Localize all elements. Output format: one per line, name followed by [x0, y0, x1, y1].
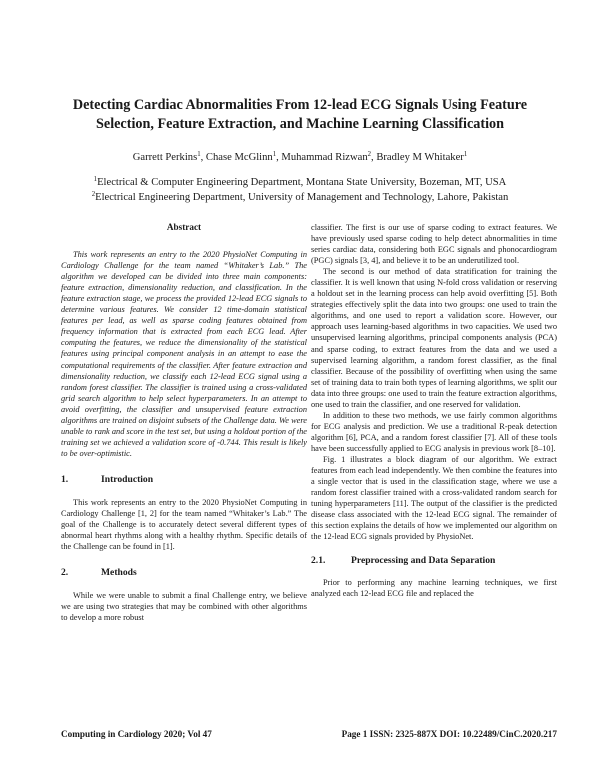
affiliation-text: Electrical Engineering Department, University of Management and Technology, Lahore, Pakistan [95, 191, 509, 203]
methods-paragraph-2: The second is our method of data stratification for training the classifier. It is well known that using N-fold cross validation or reserving a holdout set in the learning process can help avoid overfitting [5]. Both strategies effectively split the data into two groups: one used to train the algorithms, and one used to report a validation score. However, our approach uses learning-based algorithms in two capacities. We used two unsupervised learning algorithms, principal components analysis (PCA) and sparse coding, to extract features from the data and we used a supervised learning algorithm, a random forest classifier, as the final classifier. Because of the possibility of overfitting when using the same set of training data to train both types of learning algorithms, we split our data into three groups: one used to train the feature extraction algorithms, one used to train the classifier, and one reserved for validation. [311, 267, 557, 409]
author-name: Muhammad Rizwan [281, 152, 368, 163]
author-name: Garrett Perkins [132, 152, 198, 163]
affiliations [40, 176, 560, 205]
left-column [61, 222, 307, 623]
section-title: Introduction [101, 473, 154, 485]
author-affiliation-mark: 1 [197, 151, 201, 158]
author-name: Bradley M Whitaker [376, 152, 464, 163]
author-affiliation-mark: 1 [463, 151, 468, 158]
title-line-1: Detecting Cardiac Abnormalities From 12-lead ECG Signals Using Feature [72, 97, 528, 113]
methods-paragraph-3: In addition to these two methods, we use fairly common algorithms for ECG analysis and prediction. We use a traditional R-peak detection algorithm [6], PCA, and a random forest classifier [7]. All of these tools have been successfully applied to ECG analysis in previous work [8–10]. [311, 410, 557, 453]
affiliation-number: 2 [91, 190, 96, 198]
right-column [311, 222, 557, 600]
section-number: 2.1. [311, 555, 326, 567]
abstract-text: This work represents an entry to the 2020 PhysioNet Computing in Cardiology Challenge for the team named “Whitaker’s Lab.” The algorithm we developed can be divided into three main components: feature extraction, dimensionality reduction, and classification. In the feature extraction stage, we process the provided 12-lead ECG signals to determine various features. We consider 12 time-domain statistical features per lead, as well as sparse coding features obtained from frequency information that is extracted from each ECG lead. After computing the features, we reduce the dimensionality of the statistical features using principal component analysis in an attempt to ease the computational requirements of the classifier. After feature extraction and dimensionality reduction, we classify each 12-lead ECG signal using a random forest classifier. The classifier is trained using a cross-validated grid search algorithm to help select hyperparameters. In an attempt to avoid overfitting, the classifier and unsupervised feature extraction algorithms are trained on disjoint subsets of the Challenge data. We were unable to rank and score in the test set, but using a holdout portion of the training set we achieved a validation score of -0.744. This result is likely to be over-optimistic. [61, 250, 307, 458]
abstract-heading: Abstract [166, 222, 202, 232]
footer-journal: Computing in Cardiology 2020; Vol 47 [61, 729, 212, 739]
paper-title [40, 96, 560, 134]
footer-issn-doi: Page 1 ISSN: 2325-887X DOI: 10.22489/CinC.2020.217 [341, 729, 557, 739]
author-list: Garrett Perkins$^1$, Chase McGlinn$^1$, Muhammad Rizwan$^2$, Bradley M Whitaker$^1$ [132, 151, 468, 163]
methods-paragraph-1-continued: classifier. The first is our use of sparse coding to extract features. We have previously used sparse coding to help detect abnormalities in time series cardiac data, considering both EGC signals and phonocardiogram (PGC) signals [3, 4], and believe it to be an underutilized tool. [311, 223, 557, 266]
affiliation-line [40, 191, 560, 206]
section-heading-methods [61, 567, 307, 578]
affiliation-line [40, 176, 560, 191]
section-title: Preprocessing and Data Separation [351, 555, 496, 567]
title-line-2: Selection, Feature Extraction, and Machine Learning Classification [96, 116, 504, 132]
preprocessing-paragraph: Prior to performing any machine learning techniques, we first analyzed each 12-lead ECG file and replaced the [311, 578, 557, 599]
author-affiliation-mark: 1 [272, 151, 277, 158]
introduction-paragraph: This work represents an entry to the 2020 PhysioNet Computing in Cardiology Challenge [1, 2] for the team named “Whitaker’s Lab.” The goal of the Challenge is to accurately detect several different types of abnormal heart rhythms along with a healthy rhythm. Specific details of the Challenge can be found in [1]. [61, 497, 307, 552]
methods-paragraph-4: Fig. 1 illustrates a block diagram of our algorithm. We extract features from each lead independently. We then combine the features into a single vector that is used in the classification stage, where we use a random forest classifier trained with a cross-validated random search for tuning hyperparameters [11]. The output of the classifier is the predicted disease class associated with the 12-lead ECG signal. The remainder of this section explains the details of how we implemented our algorithm on the 12-lead ECG signals provided by PhysioNet. [311, 454, 557, 542]
subsection-heading-preprocessing [311, 555, 557, 566]
methods-paragraph-1: While we were unable to submit a final Challenge entry, we believe we are using two strategies that may be combined with other algorithms to develop a more robust [61, 591, 307, 623]
author-affiliation-mark: 2 [367, 151, 372, 158]
section-number: 2. [61, 567, 69, 579]
affiliation-number: 1 [93, 176, 98, 183]
section-number: 1. [61, 473, 69, 485]
section-heading-introduction [61, 474, 307, 485]
author-name: Chase McGlinn [205, 152, 273, 163]
section-title: Methods [101, 567, 137, 579]
affiliation-text: Electrical & Computer Engineering Department, Montana State University, Bozeman, MT, USA [97, 177, 507, 188]
